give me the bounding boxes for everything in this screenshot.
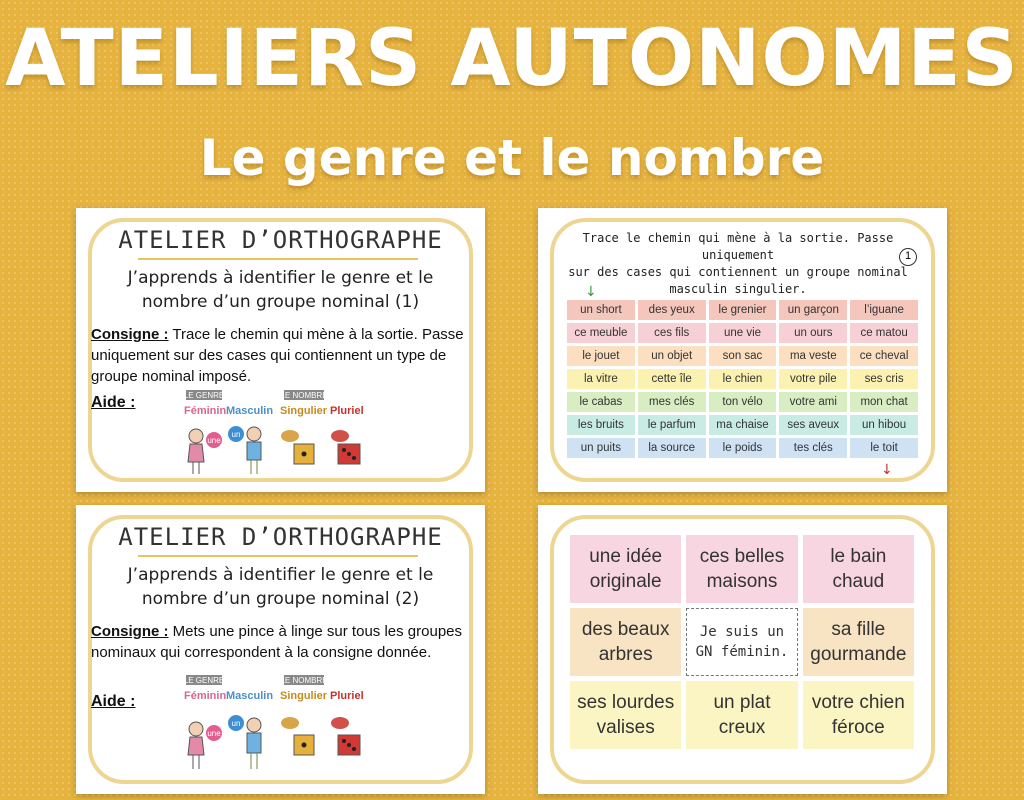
atelier-title: ATELIER D’ORTHOGRAPHE: [118, 523, 443, 551]
word-card[interactable]: ses lourdes valises: [570, 681, 681, 749]
instruction-card: Je suis un GN féminin.: [686, 608, 797, 676]
path-grid-cell[interactable]: un puits: [567, 438, 635, 458]
word-card[interactable]: une idée originale: [570, 535, 681, 603]
exit-arrow-icon: ↓: [881, 462, 893, 478]
feminin-label: Féminin: [184, 405, 227, 417]
path-grid-cell[interactable]: votre ami: [779, 392, 847, 412]
page-title: ATELIERS AUTONOMES: [5, 14, 1019, 104]
lead-line-2: nombre d’un groupe nominal (2): [141, 589, 420, 609]
feminin-label: Féminin: [184, 690, 227, 702]
path-grid-cell[interactable]: ses cris: [850, 369, 918, 389]
path-grid-cell[interactable]: son sac: [709, 346, 777, 366]
path-grid-cell[interactable]: le toit: [850, 438, 918, 458]
masculin-label: Masculin: [226, 405, 274, 417]
lead-line-1: J’apprends à identifier le genre et le: [127, 565, 434, 585]
une-bubble: une: [207, 436, 221, 445]
consigne-label: Consigne :: [91, 326, 169, 343]
path-grid-cell[interactable]: une vie: [709, 323, 777, 343]
atelier-title: ATELIER D’ORTHOGRAPHE: [118, 226, 443, 254]
atelier-card-2: [76, 505, 485, 794]
path-grid-cell[interactable]: l’iguane: [850, 300, 918, 320]
instruction-line-3: masculin singulier.: [669, 282, 807, 296]
path-grid-cell[interactable]: le grenier: [709, 300, 777, 320]
consigne-text: [91, 324, 470, 387]
path-grid-cell[interactable]: mes clés: [638, 392, 706, 412]
atelier-card-1: [76, 208, 485, 492]
path-grid-cell[interactable]: le poids: [709, 438, 777, 458]
instruction-line-2: sur des cases qui contiennent un groupe nominal: [568, 265, 908, 279]
le-genre-label: LE GENRE: [183, 391, 225, 400]
une-bubble: une: [207, 729, 221, 738]
pluriel-label: Pluriel: [330, 405, 364, 417]
path-grid-cell[interactable]: le chien: [709, 369, 777, 389]
singulier-label: Singulier: [280, 405, 328, 417]
path-grid: [567, 300, 918, 458]
un-bubble: un: [231, 719, 241, 728]
path-grid-cell[interactable]: ses aveux: [779, 415, 847, 435]
word-card[interactable]: un plat creux: [686, 681, 797, 749]
lead-line-1: J’apprends à identifier le genre et le: [127, 268, 434, 288]
word-card[interactable]: ces belles maisons: [686, 535, 797, 603]
lead-line-2: nombre d’un groupe nominal (1): [141, 292, 420, 312]
un-bubble: un: [231, 430, 241, 439]
word-card[interactable]: le bain chaud: [803, 535, 914, 603]
word-card[interactable]: des beaux arbres: [570, 608, 681, 676]
path-grid-cell[interactable]: les bruits: [567, 415, 635, 435]
aide-illustration: [176, 673, 376, 777]
pluriel-label: Pluriel: [330, 690, 364, 702]
path-grid-cell[interactable]: le parfum: [638, 415, 706, 435]
path-grid-cell[interactable]: ce cheval: [850, 346, 918, 366]
consigne-label: Consigne :: [91, 623, 169, 640]
aide-label: Aide :: [91, 394, 136, 411]
path-grid-cell[interactable]: un objet: [638, 346, 706, 366]
singulier-label: Singulier: [280, 690, 328, 702]
title-underline: [138, 258, 418, 260]
path-grid-cell[interactable]: des yeux: [638, 300, 706, 320]
path-grid-cell[interactable]: le cabas: [567, 392, 635, 412]
path-grid-cell[interactable]: un hibou: [850, 415, 918, 435]
entry-arrow-icon: ↓: [585, 284, 597, 300]
path-grid-cell[interactable]: ce meuble: [567, 323, 635, 343]
path-card: [538, 208, 947, 492]
path-grid-cell[interactable]: mon chat: [850, 392, 918, 412]
path-grid-cell[interactable]: le jouet: [567, 346, 635, 366]
path-grid-cell[interactable]: ces fils: [638, 323, 706, 343]
le-genre-label: LE GENRE: [183, 676, 225, 685]
instruction-line-1: Trace le chemin qui mène à la sortie. Passe uniquement: [582, 231, 894, 262]
aide-label: Aide :: [91, 693, 136, 710]
path-grid-cell[interactable]: cette île: [638, 369, 706, 389]
path-grid-cell[interactable]: ma chaise: [709, 415, 777, 435]
word-card[interactable]: sa fille gourmande: [803, 608, 914, 676]
path-grid-cell[interactable]: ton vélo: [709, 392, 777, 412]
path-grid-cell[interactable]: un garçon: [779, 300, 847, 320]
masculin-label: Masculin: [226, 690, 274, 702]
le-nombre-label: LE NOMBRE: [280, 391, 328, 400]
path-grid-cell[interactable]: la source: [638, 438, 706, 458]
consigne-body: Mets une pince à linge sur tous les groupes nominaux qui correspondent à la consigne donnée.: [91, 623, 463, 661]
path-grid-cell[interactable]: ce matou: [850, 323, 918, 343]
path-grid-cell[interactable]: un short: [567, 300, 635, 320]
path-grid-cell[interactable]: votre pile: [779, 369, 847, 389]
consigne-text: [91, 621, 470, 663]
title-underline: [138, 555, 418, 557]
path-instruction: [568, 230, 908, 298]
path-grid-cell[interactable]: tes clés: [779, 438, 847, 458]
le-nombre-label: LE NOMBRE: [280, 676, 328, 685]
path-grid-cell[interactable]: ma veste: [779, 346, 847, 366]
path-grid-cell[interactable]: la vitre: [567, 369, 635, 389]
word-card-grid: [538, 505, 947, 794]
card-number-badge: 1: [899, 248, 917, 266]
page-subtitle: Le genre et le nombre: [199, 129, 825, 187]
word-grid: [570, 535, 914, 749]
word-card[interactable]: votre chien féroce: [803, 681, 914, 749]
aide-illustration: [176, 388, 376, 480]
path-grid-cell[interactable]: un ours: [779, 323, 847, 343]
consigne-body: Trace le chemin qui mène à la sortie. Passe uniquement sur des cases qui contiennent un type de groupe nominal imposé.: [91, 326, 464, 385]
